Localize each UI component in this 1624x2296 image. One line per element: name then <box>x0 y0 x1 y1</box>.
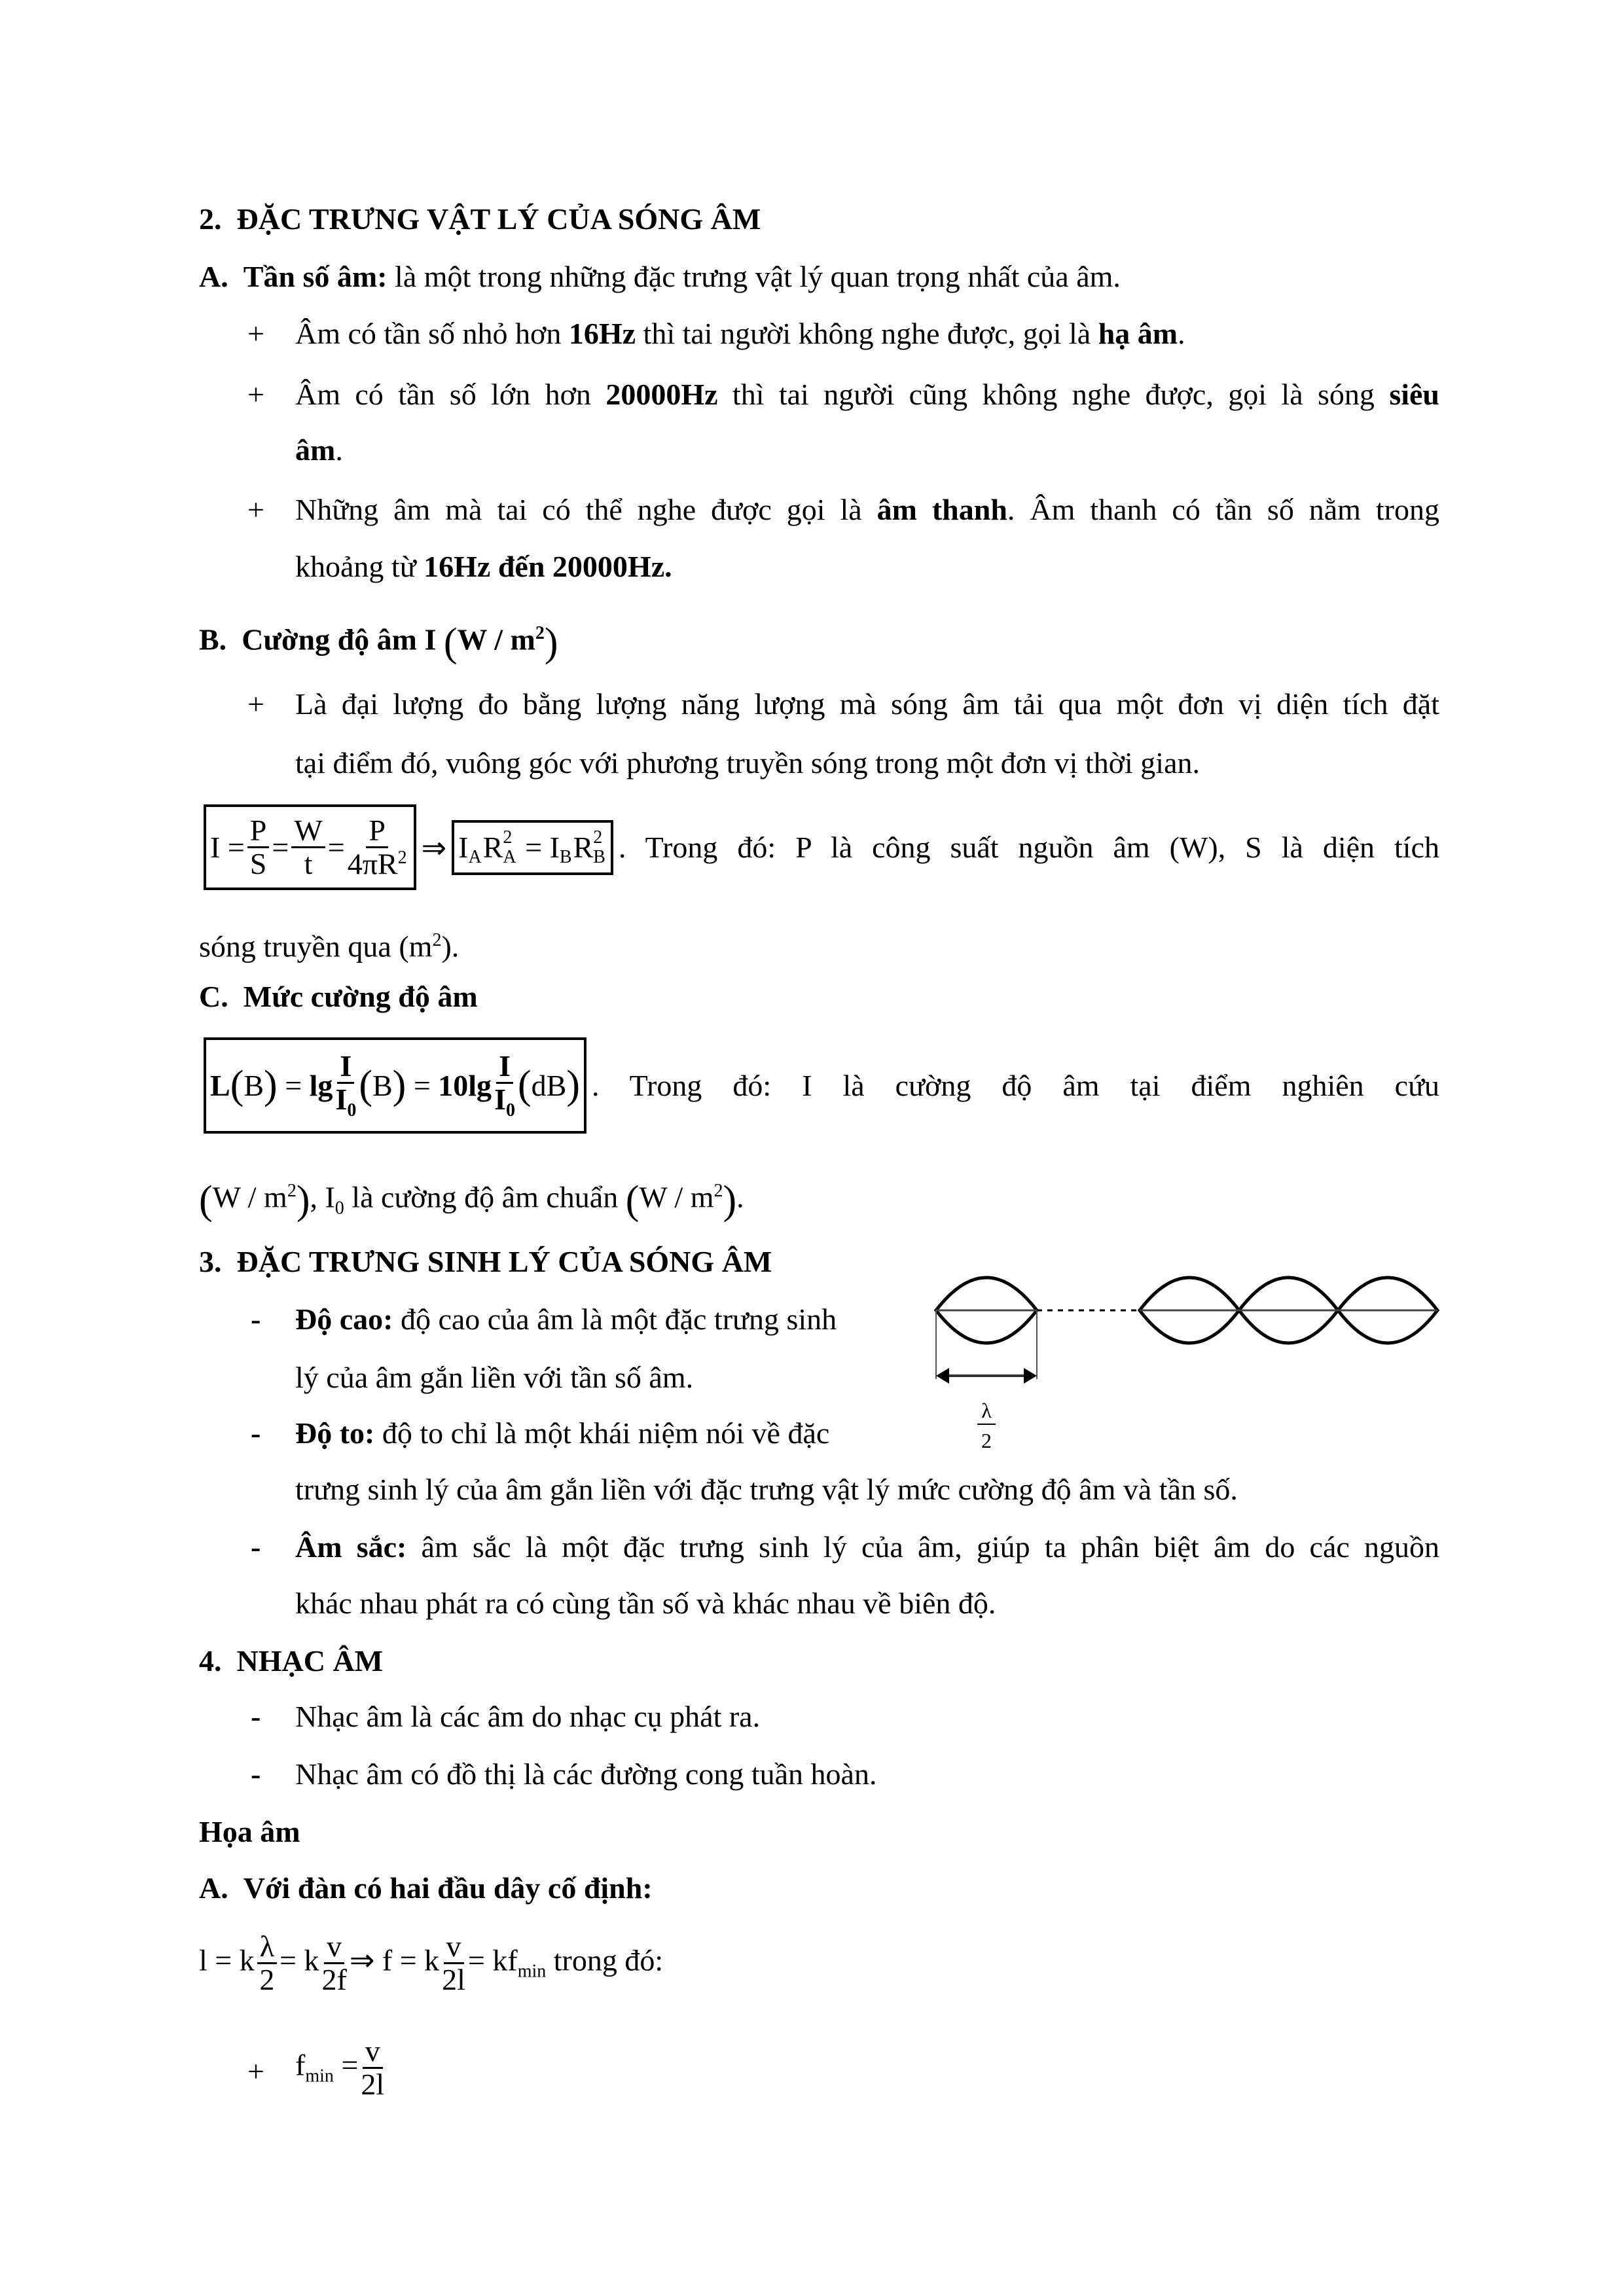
bullet-plus: + <box>247 317 264 350</box>
intensity-explanation-cont: sóng truyền qua $(m^2)$. <box>199 929 460 963</box>
bullet-plus: + <box>247 687 264 721</box>
fmin-formula: $f_{min}$ = $\frac{v}{2l}$ <box>295 2034 385 2102</box>
level-explanation: . Trong đó: I là cường độ âm tại điểm nghiên cứu <box>591 1068 1439 1102</box>
intensity-definition: Là đại lượng đo bằng lượng năng lượng mà sóng âm tải qua một đơn vị diện tích đặt <box>295 687 1439 721</box>
audible-item-cont: khoảng từ 16Hz đến 20000Hz. <box>295 550 672 583</box>
pitch-item-cont: lý của âm gắn liền với tần số âm. <box>295 1361 694 1394</box>
audible-item: Những âm mà tai có thể nghe được gọi là âm thanh. Âm thanh có tần số nằm trong <box>295 493 1439 526</box>
bullet-plus: + <box>247 2054 264 2088</box>
infrasound-item: Âm có tần số nhỏ hơn 16Hz thì tai người không nghe được, gọi là hạ âm. <box>295 317 1185 350</box>
implies-symbol: ⇒ <box>421 831 447 865</box>
b-intensity-heading: B. Cường độ âm I $(W / m^2)$ <box>199 620 558 665</box>
c-level-heading: C. Mức cường độ âm <box>199 980 478 1013</box>
level-formula-row <box>204 1037 1439 1134</box>
bullet-dash: - <box>251 1530 261 1564</box>
timbre-item-cont: khác nhau phát ra có cùng tần số và khác nhau về biên độ. <box>295 1587 996 1620</box>
bullet-plus: + <box>247 378 264 411</box>
intensity-definition-cont: tại điểm đó, vuông góc với phương truyền sóng trong một đơn vị thời gian. <box>295 746 1200 780</box>
intensity-ratio-box: I A R 2 A = I B R 2 B <box>452 820 613 875</box>
timbre-item: Âm sắc: âm sắc là một đặc trưng sinh lý của âm, giúp ta phân biệt âm do các nguồn <box>295 1530 1439 1564</box>
lambda-label: λ <box>981 1399 992 1422</box>
bullet-plus: + <box>247 493 264 526</box>
loudness-item-cont: trưng sinh lý của âm gắn liền với đặc trưng vật lý mức cường độ âm và tần số. <box>295 1473 1238 1506</box>
loudness-item: Độ to: độ to chỉ là một khái niệm nói về đặc <box>295 1416 830 1450</box>
bullet-dash: - <box>251 1416 261 1450</box>
level-formula-box: L ( B ) = lg I $I_0$ ( B ) = 10lg I $I_0$ ( dB ) <box>204 1037 586 1134</box>
pitch-item: Độ cao: độ cao của âm là một đặc trưng sinh <box>295 1302 837 1336</box>
music-item: Nhạc âm là các âm do nhạc cụ phát ra. <box>295 1700 761 1733</box>
intensity-explanation: . Trong đó: P là công suất nguồn âm (W), S là diện tích <box>618 830 1439 864</box>
a-frequency: A. Tần số âm: là một trong những đặc trưng vật lý quan trọng nhất của âm. <box>199 260 1121 293</box>
level-explanation-cont: $(W / m^2)$, $I_0$ là cường độ âm chuẩn $(W / m^2)$. <box>199 1177 744 1223</box>
string-formula: l = k $\frac{\lambda}{2}$ = k $\frac{v}{2f}$ ⇒ f = k $\frac{v}{2l}$ = $kf_{min}$ trong đó: <box>199 1929 664 1997</box>
arrow-left-icon <box>936 1368 949 1384</box>
bullet-dash: - <box>251 1700 261 1733</box>
bullet-dash: - <box>251 1302 261 1336</box>
music-item: Nhạc âm có đồ thị là các đường cong tuần hoàn. <box>295 1757 877 1791</box>
harmonics-heading: Họa âm <box>199 1815 300 1848</box>
half-label: 2 <box>981 1429 992 1452</box>
harmonics-a-heading: A. Với đàn có hai đầu dây cố định: <box>199 1871 653 1905</box>
section-3-heading: 3. ĐẶC TRƯNG SINH LÝ CỦA SÓNG ÂM <box>199 1245 772 1278</box>
section-2-heading: 2. ĐẶC TRƯNG VẬT LÝ CỦA SÓNG ÂM <box>199 202 761 236</box>
bullet-dash: - <box>251 1757 261 1791</box>
ultrasound-item-cont: âm. <box>295 433 343 467</box>
intensity-formula-row <box>204 804 1439 890</box>
section-4-heading: 4. NHẠC ÂM <box>199 1644 384 1677</box>
ultrasound-item: Âm có tần số lớn hơn 20000Hz thì tai người cũng không nghe được, gọi là sóng siêu <box>295 378 1439 411</box>
standing-wave-figure <box>929 1270 1440 1466</box>
arrow-right-icon <box>1024 1368 1037 1384</box>
intensity-formula-box: I = $\frac{P}{S}$ = $\frac{W}{t}$ = $\frac{P}{4\pi R^2}$ <box>204 804 416 890</box>
